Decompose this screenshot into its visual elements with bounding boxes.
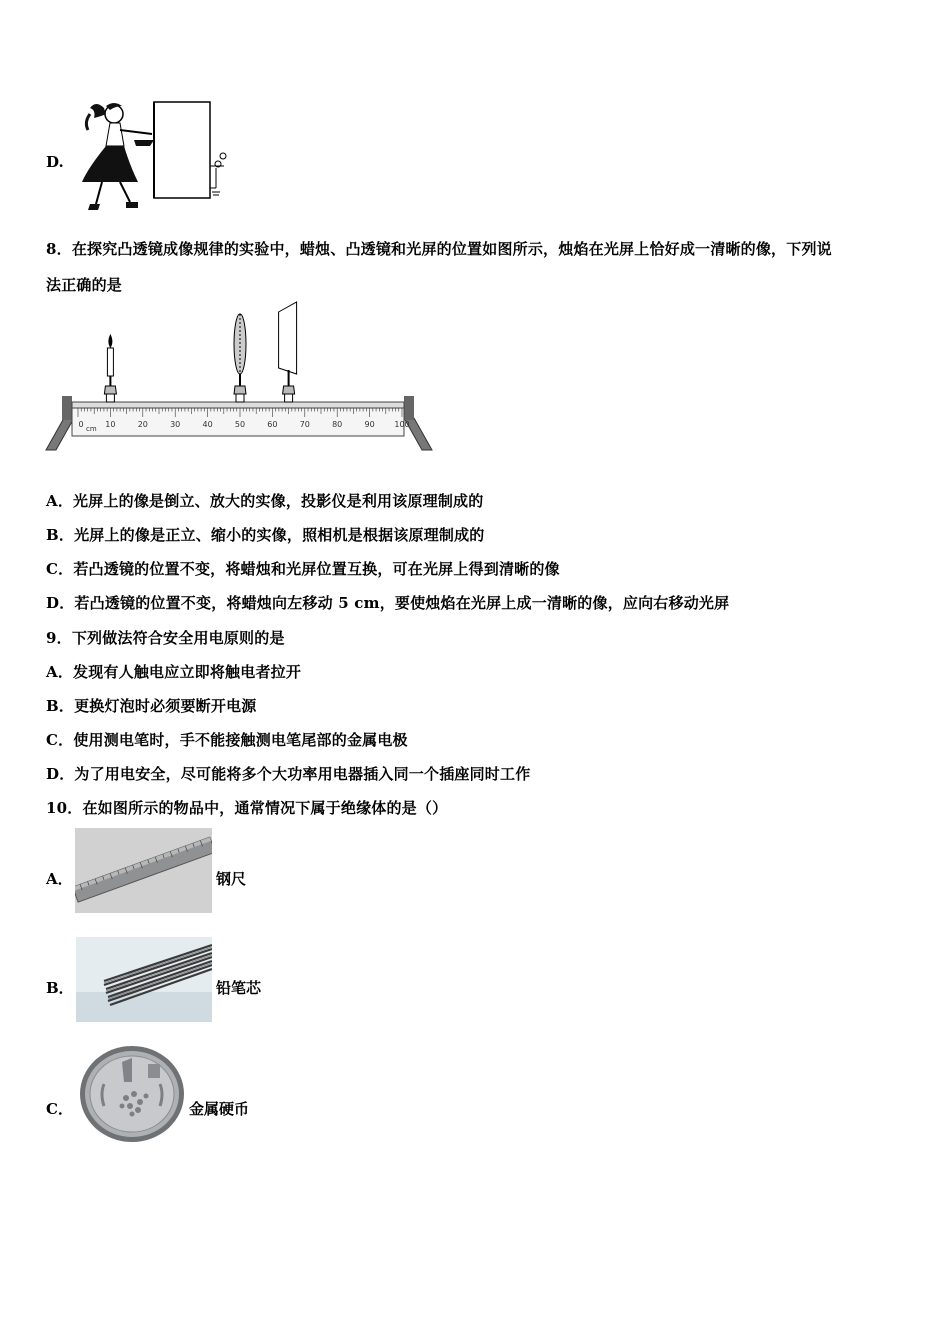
ruler-label: 50 [234,420,246,429]
q8-option-a: A．光屏上的像是倒立、放大的实像，投影仪是利用该原理制成的 [46,492,484,510]
q10-option-b-caption: 铅笔芯 [216,979,262,997]
q8-option-b: B．光屏上的像是正立、缩小的实像，照相机是根据该原理制成的 [46,526,485,544]
ruler-label: 40 [202,420,213,429]
ruler-label: 0 [78,420,84,429]
q8-option-d: D．若凸透镜的位置不变，将蜡烛向左移动 5 cm，要使烛焰在光屏上成一清晰的像，应向右移动光屏 [46,594,730,612]
q8-stem-line1: 8．在探究凸透镜成像规律的实验中，蜡烛、凸透镜和光屏的位置如图所示，烛焰在光屏上恰好成一清晰的像，下列说 [46,240,832,258]
light-screen [279,302,297,402]
q9-option-b: B．更换灯泡时必须要断开电源 [46,697,257,715]
ruler-label: 10 [105,420,116,429]
q10-stem: 10．在如图所示的物品中，通常情况下属于绝缘体的是（） [46,799,448,817]
ruler-label: 90 [364,420,375,429]
q9-option-d: D．为了用电安全，尽可能将多个大功率用电器插入同一个插座同时工作 [46,765,531,783]
q10-option-b-letter: B． [46,979,74,997]
q7-option-d-label: D. [46,153,64,171]
convex-lens [234,314,246,402]
optical-bench-diagram [44,300,438,456]
q10-option-a-caption: 钢尺 [216,870,247,888]
candle [104,334,116,402]
q10-option-a-letter: A． [46,870,73,888]
ruler-label: 20 [137,420,148,429]
ruler-label: 80 [332,420,343,429]
ruler-label: 30 [170,420,181,429]
metal-coin-photo [78,1044,186,1144]
steel-ruler-photo [75,828,212,913]
q9-option-c: C．使用测电笔时，手不能接触测电笔尾部的金属电极 [46,731,408,749]
girl-refrigerator-illustration [76,96,236,216]
q8-option-c: C．若凸透镜的位置不变，将蜡烛和光屏位置互换，可在光屏上得到清晰的像 [46,560,560,578]
ruler-label: 70 [299,420,310,429]
q9-option-a: A．发现有人触电应立即将触电者拉开 [46,663,302,681]
q8-stem-line2: 法正确的是 [46,276,123,294]
ruler-unit: cm [86,425,97,433]
ruler-label: 60 [267,420,278,429]
ruler-label: 100 [394,420,410,429]
q9-stem: 9．下列做法符合安全用电原则的是 [46,629,285,647]
q10-option-c-caption: 金属硬币 [189,1100,250,1118]
q10-option-c-letter: C． [46,1100,73,1118]
pencil-leads-photo [76,937,212,1022]
